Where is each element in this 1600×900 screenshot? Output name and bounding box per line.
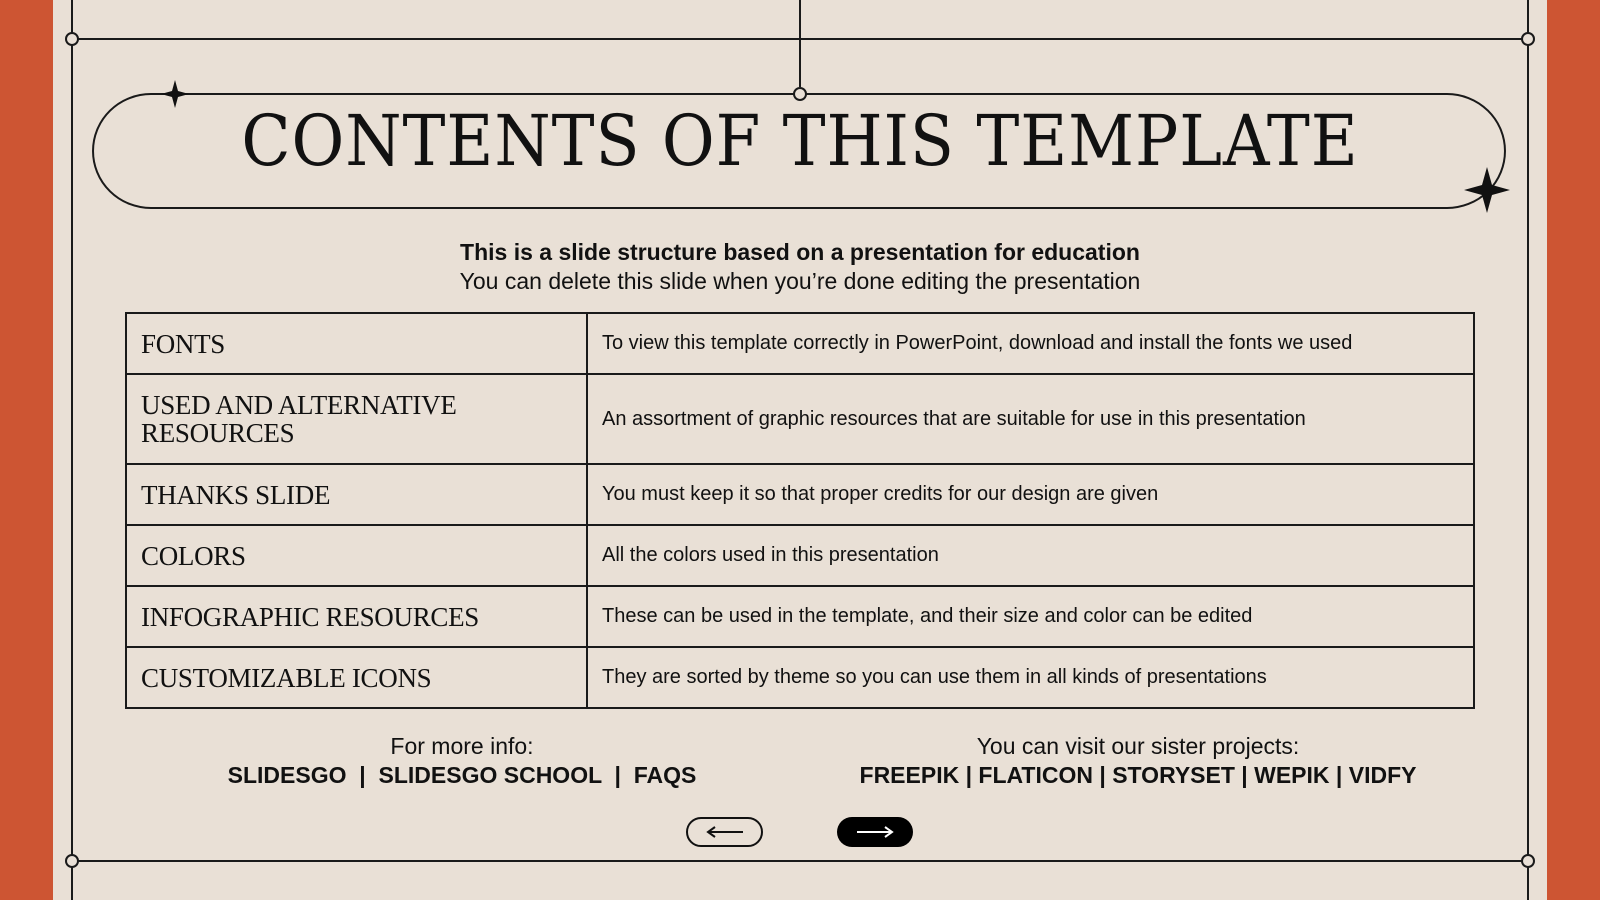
link-vidfy[interactable]: VIDFY	[1348, 762, 1417, 788]
row-description: To view this template correctly in PowerPoint, download and install the fonts we used	[587, 313, 1474, 374]
link-slidesgo-school[interactable]: SLIDESGO SCHOOL	[378, 762, 602, 788]
previous-button[interactable]	[686, 817, 763, 847]
subtitle-bold: This is a slide structure based on a presentation for education	[460, 239, 1140, 265]
table-row	[126, 647, 1474, 708]
subtitle-normal: You can delete this slide when you’re done editing the presentation	[459, 268, 1141, 294]
row-name: COLORS	[126, 525, 587, 586]
table-row	[126, 586, 1474, 647]
row-description: All the colors used in this presentation	[587, 525, 1474, 586]
link-wepik[interactable]: WEPIK	[1254, 762, 1330, 788]
row-name: CUSTOMIZABLE ICONS	[126, 647, 587, 708]
subtitle	[0, 238, 1600, 296]
arrow-left-icon	[705, 826, 745, 838]
row-description: An assortment of graphic resources that are suitable for use in this presentation	[587, 374, 1474, 464]
row-name: FONTS	[126, 313, 587, 374]
row-description: You must keep it so that proper credits for our design are given	[587, 464, 1474, 525]
sister-projects-heading: You can visit our sister projects:	[976, 733, 1300, 759]
next-button[interactable]	[837, 817, 913, 847]
table-row	[126, 374, 1474, 464]
row-name: INFOGRAPHIC RESOURCES	[126, 586, 587, 647]
row-name: THANKS SLIDE	[126, 464, 587, 525]
arrow-right-icon	[855, 826, 895, 838]
table-row	[126, 525, 1474, 586]
table-row	[126, 313, 1474, 374]
more-info-heading: For more info:	[390, 733, 534, 759]
sister-projects-links: FREEPIK | FLATICON | STORYSET | WEPIK | VIDFY	[859, 762, 1417, 788]
row-description: They are sorted by theme so you can use them in all kinds of presentations	[587, 647, 1474, 708]
page-title: CONTENTS OF THIS TEMPLATE	[241, 100, 1359, 182]
table-row	[126, 464, 1474, 525]
link-slidesgo[interactable]: SLIDESGO	[227, 762, 347, 788]
link-faqs[interactable]: FAQS	[633, 762, 697, 788]
link-flaticon[interactable]: FLATICON	[978, 762, 1093, 788]
contents-table	[125, 312, 1475, 709]
sister-projects-block	[813, 732, 1463, 790]
row-description: These can be used in the template, and their size and color can be edited	[587, 586, 1474, 647]
more-info-block	[162, 732, 762, 790]
more-info-links: SLIDESGO | SLIDESGO SCHOOL | FAQS	[227, 762, 697, 788]
row-name: USED AND ALTERNATIVE RESOURCES	[126, 374, 587, 464]
link-storyset[interactable]: STORYSET	[1112, 762, 1235, 788]
link-freepik[interactable]: FREEPIK	[859, 762, 960, 788]
